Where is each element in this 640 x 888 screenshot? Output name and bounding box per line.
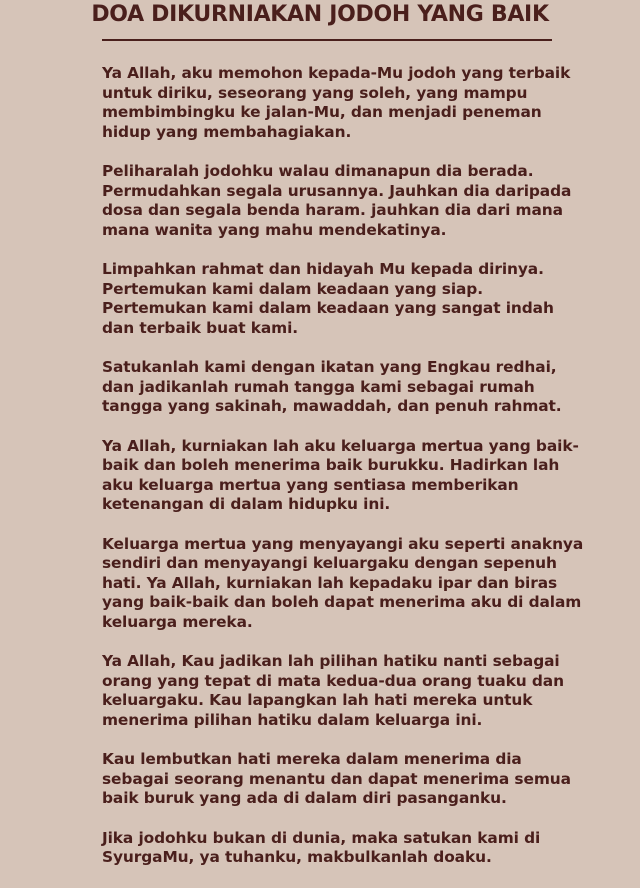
paragraph-line: keluargaku. Kau lapangkan lah hati mereka untuk — [102, 691, 533, 709]
paragraph-line: membimbingku ke jalan-Mu, dan menjadi peneman — [102, 103, 542, 121]
paragraph-line: menerima pilihan hatiku dalam keluarga ini. — [102, 710, 483, 729]
paragraph — [102, 162, 572, 240]
paragraph-line: yang baik-baik dan boleh dapat menerima aku di dalam — [102, 593, 582, 611]
paragraph-line: Keluarga mertua yang menyayangi aku seperti anaknya — [102, 534, 584, 553]
paragraph — [102, 358, 562, 417]
paragraph-line: tangga yang sakinah, mawaddah, dan penuh rahmat. — [102, 397, 562, 415]
paragraph-line: sebagai seorang menantu dan dapat menerima semua — [102, 769, 571, 788]
paragraph — [102, 260, 552, 338]
paragraph-line: hidup yang membahagiakan. — [102, 122, 352, 141]
paragraph-line: Ya Allah, aku memohon kepada-Mu jodoh yang terbaik — [102, 64, 571, 82]
paragraph-line: baik dan boleh menerima baik burukku. Hadirkan lah — [102, 456, 560, 474]
paragraph-line: orang yang tepat di mata kedua-dua orang tuaku dan — [102, 671, 564, 690]
paragraph-line: untuk diriku, seseorang yang soleh, yang mampu — [102, 83, 528, 102]
page-title: DOA DIKURNIAKAN JODOH YANG BAIK — [91, 2, 549, 27]
paragraph-line: aku keluarga mertua yang sentiasa memberikan — [102, 475, 519, 494]
paragraph-line: Jika jodohku bukan di dunia, maka satukan kami di — [102, 828, 541, 847]
paragraph-line: ketenangan di dalam hidupku ini. — [102, 495, 391, 513]
paragraph-line: Ya Allah, Kau jadikan lah pilihan hatiku nanti sebagai — [102, 652, 560, 670]
paragraph-line: keluarga mereka. — [102, 612, 253, 631]
paragraph — [102, 436, 579, 515]
paragraph-line: sendiri dan menyayangi keluargaku dengan sepenuh — [102, 554, 557, 572]
document-body — [102, 64, 584, 888]
paragraph-line: dan jadikanlah rumah tangga kami sebagai rumah — [102, 377, 535, 396]
paragraph-line: Kau lembutkan hati mereka dalam menerima dia — [102, 750, 522, 768]
paragraph — [102, 534, 584, 633]
paragraph-line: mana wanita yang mahu mendekatinya. — [102, 220, 447, 239]
title-divider — [102, 39, 552, 41]
paragraph-line: Satukanlah kami dengan ikatan yang Engkau redhai, — [102, 358, 557, 376]
paragraph-line: dosa dan segala benda haram. jauhkan dia dari mana — [102, 201, 563, 219]
paragraph — [102, 829, 552, 868]
paragraph-line: dan terbaik buat kami. — [102, 318, 299, 337]
paragraph-line: baik buruk yang ada di dalam diri pasanganku. — [102, 789, 507, 807]
paragraph — [102, 750, 571, 809]
paragraph-line: Pertemukan kami dalam keadaan yang siap. — [102, 279, 483, 298]
paragraph-line: hati. Ya Allah, kurniakan lah kepadaku ipar dan biras — [102, 573, 558, 592]
paragraph-line: Permudahkan segala urusannya. Jauhkan dia daripada — [102, 181, 572, 200]
paragraph — [102, 652, 564, 730]
paragraph — [102, 64, 571, 142]
paragraph-line: Ya Allah, kurniakan lah aku keluarga mertua yang baik- — [102, 436, 579, 455]
paragraph-line: Limpahkan rahmat dan hidayah Mu kepada dirinya. — [102, 260, 544, 278]
paragraph-line: Pertemukan kami dalam keadaan yang sangat indah — [102, 299, 554, 317]
paragraph-line: SyurgaMu, ya tuhanku, makbulkanlah doaku. — [102, 848, 492, 866]
paragraph-line: Peliharalah jodohku walau dimanapun dia berada. — [102, 162, 534, 180]
